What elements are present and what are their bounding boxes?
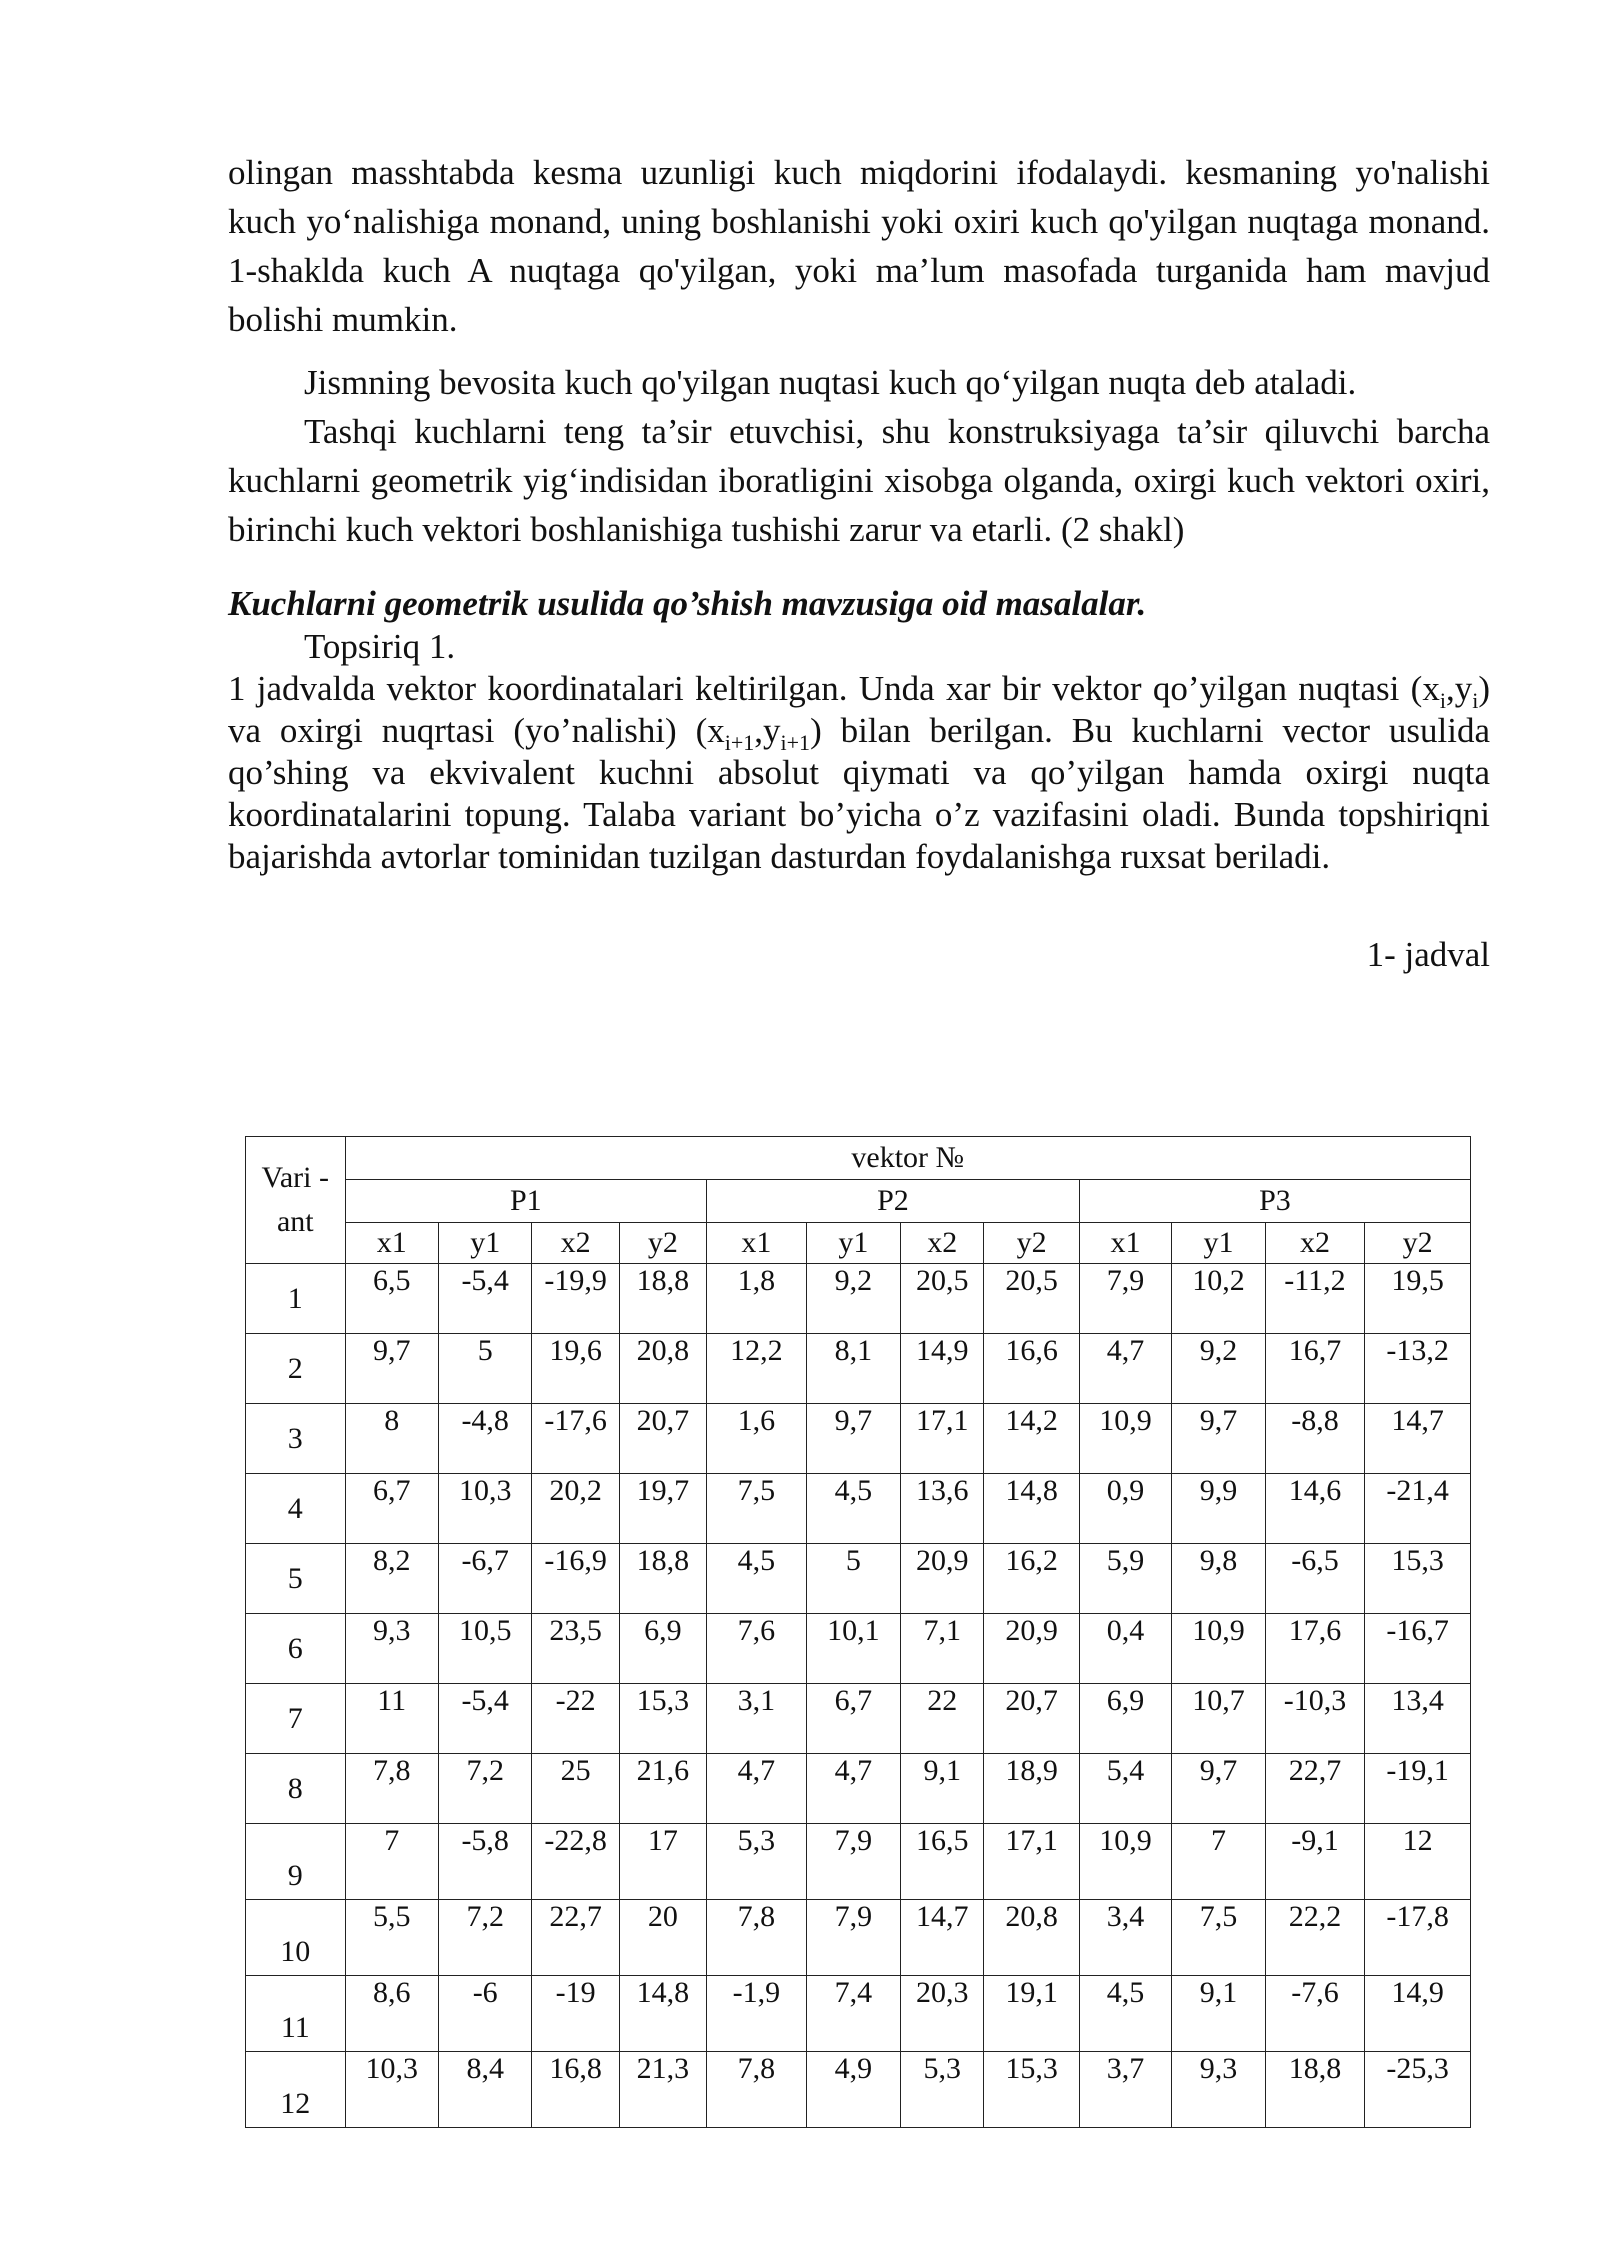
table-cell: -16,7 [1365, 1614, 1471, 1684]
column-header: y1 [806, 1223, 900, 1264]
table-row [246, 1684, 1471, 1754]
table-cell: 19,7 [619, 1474, 706, 1544]
variant-cell: 9 [246, 1824, 346, 1900]
table-cell: 7,8 [707, 2052, 807, 2128]
table-cell: 16,7 [1265, 1334, 1365, 1404]
table-cell: -21,4 [1365, 1474, 1471, 1544]
table-row [246, 1334, 1471, 1404]
table-cell: 15,3 [984, 2052, 1079, 2128]
table-cell: -7,6 [1265, 1976, 1365, 2052]
table-cell: 9,7 [1172, 1754, 1265, 1824]
table-cell: 20,5 [984, 1264, 1079, 1334]
table-cell: 7,2 [438, 1900, 531, 1976]
table-cell: 10,9 [1079, 1404, 1171, 1474]
table-cell: 15,3 [1365, 1544, 1471, 1614]
table-row [246, 1404, 1471, 1474]
column-header: x1 [345, 1223, 438, 1264]
table-cell: -19,9 [532, 1264, 619, 1334]
table-cell: 20,5 [901, 1264, 984, 1334]
table-cell: 20,9 [901, 1544, 984, 1614]
table-cell: 0,9 [1079, 1474, 1171, 1544]
table-cell: 7,9 [806, 1900, 900, 1976]
table-cell: 4,7 [707, 1754, 807, 1824]
table-cell: 16,2 [984, 1544, 1079, 1614]
table-cell: 19,6 [532, 1334, 619, 1404]
table-cell: 5,3 [901, 2052, 984, 2128]
table-cell: 17,1 [984, 1824, 1079, 1900]
column-header-row [246, 1223, 1471, 1264]
table-cell: -22 [532, 1684, 619, 1754]
task-title: Topsiriq 1. [304, 627, 456, 666]
table-cell: 8,6 [345, 1976, 438, 2052]
table-cell: 6,9 [619, 1614, 706, 1684]
table-cell: -13,2 [1365, 1334, 1471, 1404]
table-cell: 9,3 [345, 1614, 438, 1684]
table-cell: 10,9 [1172, 1614, 1265, 1684]
variant-cell: 3 [246, 1404, 346, 1474]
column-header: x2 [901, 1223, 984, 1264]
table-cell: -17,8 [1365, 1900, 1471, 1976]
table-cell: 4,5 [806, 1474, 900, 1544]
table-cell: 4,7 [1079, 1334, 1171, 1404]
table-cell: 6,7 [806, 1684, 900, 1754]
table-cell: 7,9 [806, 1824, 900, 1900]
table-cell: -1,9 [707, 1976, 807, 2052]
variant-cell: 2 [246, 1334, 346, 1404]
table-cell: 7,2 [438, 1754, 531, 1824]
table-cell: 7,8 [707, 1900, 807, 1976]
table-cell: 8,1 [806, 1334, 900, 1404]
table-cell: 1,8 [707, 1264, 807, 1334]
table-cell: 19,1 [984, 1976, 1079, 2052]
table-cell: 17,6 [1265, 1614, 1365, 1684]
table-cell: 9,3 [1172, 2052, 1265, 2128]
table-cell: 14,7 [1365, 1404, 1471, 1474]
column-header: x1 [1079, 1223, 1171, 1264]
table-cell: 9,1 [901, 1754, 984, 1824]
variant-cell: 4 [246, 1474, 346, 1544]
table-cell: 14,9 [901, 1334, 984, 1404]
table-cell: -6 [438, 1976, 531, 2052]
table-cell: 23,5 [532, 1614, 619, 1684]
table-cell: 20,8 [619, 1334, 706, 1404]
variant-cell: 11 [246, 1976, 346, 2052]
table-cell: 3,1 [707, 1684, 807, 1754]
vector-header: vektor № [345, 1137, 1470, 1180]
table-cell: 8 [345, 1404, 438, 1474]
table-cell: 16,5 [901, 1824, 984, 1900]
variant-cell: 10 [246, 1900, 346, 1976]
table-row [246, 1824, 1471, 1900]
table-cell: 22,2 [1265, 1900, 1365, 1976]
table-cell: -4,8 [438, 1404, 531, 1474]
table-cell: -6,5 [1265, 1544, 1365, 1614]
paragraph-point-definition: Jismning bevosita kuch qo'yilgan nuqtasi kuch qo‘yilgan nuqta deb ataladi. [304, 363, 1357, 402]
table-cell: 14,6 [1265, 1474, 1365, 1544]
table-cell: -10,3 [1265, 1684, 1365, 1754]
table-cell: 9,9 [1172, 1474, 1265, 1544]
table-cell: 8,4 [438, 2052, 531, 2128]
table-cell: 0,4 [1079, 1614, 1171, 1684]
table-cell: 10,1 [806, 1614, 900, 1684]
table-cell: 18,8 [619, 1544, 706, 1614]
column-header: y1 [438, 1223, 531, 1264]
column-header: y2 [1365, 1223, 1471, 1264]
table-cell: -5,4 [438, 1264, 531, 1334]
table-row [246, 1754, 1471, 1824]
vector-coordinates-table [245, 1136, 1471, 2128]
table-cell: 9,7 [345, 1334, 438, 1404]
table-cell: 11 [345, 1684, 438, 1754]
paragraph-resultant: Tashqi kuchlarni teng ta’sir etuvchisi, shu konstruksiyaga ta’sir qiluvchi barcha kuchlarni geometrik yig‘indisidan iboratligini xisobga olganda, oxirgi kuch vektori oxiri, birinchi kuch vektori boshlanishiga tushishi zarur va etarli. (2 shakl) [228, 412, 1490, 549]
table-cell: 17,1 [901, 1404, 984, 1474]
table-cell: -19 [532, 1976, 619, 2052]
table-cell: 18,9 [984, 1754, 1079, 1824]
column-header: x2 [1265, 1223, 1365, 1264]
table-cell: 6,9 [1079, 1684, 1171, 1754]
table-cell: 22,7 [1265, 1754, 1365, 1824]
column-header: x1 [707, 1223, 807, 1264]
table-cell: 16,8 [532, 2052, 619, 2128]
table-cell: 14,8 [984, 1474, 1079, 1544]
variant-cell: 5 [246, 1544, 346, 1614]
paragraph-task-description: 1 jadvalda vektor koordinatalari keltirilgan. Unda xar bir vektor qo’yilgan nuqtasi $(x_i,y_i)$ va oxirgi nuqrtasi (yo’nalishi) $(x_{i+1},y_{i+1})$ bilan berilgan. Bu kuchlarni vector usulida qo’shing va ekvivalent kuchni absolut qiymati va qo’yilgan hamda oxirgi nuqta koordinatalarini topung. Talaba variant bo’yicha o’z vazifasini oladi. Bunda topshiriqni bajarishda avtorlar tominidan tuzilgan dasturdan foydalanishga ruxsat beriladi. [228, 669, 1490, 876]
column-header: x2 [532, 1223, 619, 1264]
table-cell: 7,9 [1079, 1264, 1171, 1334]
table-row [246, 1264, 1471, 1334]
table-cell: 4,7 [806, 1754, 900, 1824]
variant-cell: 1 [246, 1264, 346, 1334]
table-cell: -22,8 [532, 1824, 619, 1900]
table-cell: 6,5 [345, 1264, 438, 1334]
table-cell: -5,4 [438, 1684, 531, 1754]
variant-cell: 7 [246, 1684, 346, 1754]
table-cell: 9,2 [1172, 1334, 1265, 1404]
column-header: y2 [619, 1223, 706, 1264]
table-cell: 7,1 [901, 1614, 984, 1684]
table-cell: 14,9 [1365, 1976, 1471, 2052]
table-cell: 10,9 [1079, 1824, 1171, 1900]
column-header: y1 [1172, 1223, 1265, 1264]
table-cell: 16,6 [984, 1334, 1079, 1404]
table-cell: 22 [901, 1684, 984, 1754]
document-body [228, 148, 1490, 979]
table-row [246, 1900, 1471, 1976]
section-heading: Kuchlarni geometrik usulida qo’shish mavzusiga oid masalalar. [228, 584, 1147, 623]
table-cell: 10,3 [345, 2052, 438, 2128]
table-cell: 6,7 [345, 1474, 438, 1544]
variant-cell: 6 [246, 1614, 346, 1684]
table-cell: 10,7 [1172, 1684, 1265, 1754]
paragraph-intro: olingan masshtabda kesma uzunligi kuch miqdorini ifodalaydi. kesmaning yo'nalishi kuch yo‘nalishiga monand, uning boshlanishi yoki oxiri kuch qo'yilgan nuqtaga monand. 1-shaklda kuch A nuqtaga qo'yilgan, yoki ma’lum masofada turganida ham mavjud bolishi mumkin. [228, 153, 1490, 339]
table-cell: 21,6 [619, 1754, 706, 1824]
table-cell: 1,6 [707, 1404, 807, 1474]
variant-cell: 12 [246, 2052, 346, 2128]
variant-cell: 8 [246, 1754, 346, 1824]
table-cell: -17,6 [532, 1404, 619, 1474]
table-row [246, 1614, 1471, 1684]
table-cell: 9,8 [1172, 1544, 1265, 1614]
group-header-p2: P2 [707, 1180, 1080, 1223]
table-cell: 10,2 [1172, 1264, 1265, 1334]
table-cell: 20,3 [901, 1976, 984, 2052]
variant-header: Vari -ant [246, 1137, 346, 1264]
table-cell: 3,7 [1079, 2052, 1171, 2128]
table-cell: 5,5 [345, 1900, 438, 1976]
table-row [246, 2052, 1471, 2128]
table-cell: 21,3 [619, 2052, 706, 2128]
table-cell: 15,3 [619, 1684, 706, 1754]
table-cell: -16,9 [532, 1544, 619, 1614]
table-cell: 12 [1365, 1824, 1471, 1900]
table-cell: 5,4 [1079, 1754, 1171, 1824]
table-cell: 3,4 [1079, 1900, 1171, 1976]
table-cell: 7,5 [707, 1474, 807, 1544]
table-cell: 9,7 [806, 1404, 900, 1474]
table-cell: 9,7 [1172, 1404, 1265, 1474]
table-cell: 7 [1172, 1824, 1265, 1900]
table-cell: 19,5 [1365, 1264, 1471, 1334]
table-cell: 9,2 [806, 1264, 900, 1334]
column-header: y2 [984, 1223, 1079, 1264]
table-cell: -5,8 [438, 1824, 531, 1900]
table-cell: 14,2 [984, 1404, 1079, 1474]
table-cell: 20,7 [619, 1404, 706, 1474]
table-cell: 4,5 [707, 1544, 807, 1614]
table-cell: 4,9 [806, 2052, 900, 2128]
table-row [246, 1544, 1471, 1614]
table-cell: 14,7 [901, 1900, 984, 1976]
table-row [246, 1976, 1471, 2052]
table-cell: 25 [532, 1754, 619, 1824]
table-cell: -19,1 [1365, 1754, 1471, 1824]
table-cell: 18,8 [619, 1264, 706, 1334]
table-cell: 20,7 [984, 1684, 1079, 1754]
table-cell: 7,8 [345, 1754, 438, 1824]
table-cell: -25,3 [1365, 2052, 1471, 2128]
table-cell: 20,2 [532, 1474, 619, 1544]
table-cell: 4,5 [1079, 1976, 1171, 2052]
table-cell: 20,9 [984, 1614, 1079, 1684]
table-cell: -11,2 [1265, 1264, 1365, 1334]
table-cell: 13,6 [901, 1474, 984, 1544]
group-header-p3: P3 [1079, 1180, 1470, 1223]
table-cell: 14,8 [619, 1976, 706, 2052]
table-cell: 17 [619, 1824, 706, 1900]
table-cell: 5 [438, 1334, 531, 1404]
table-cell: 7,4 [806, 1976, 900, 2052]
table-cell: -9,1 [1265, 1824, 1365, 1900]
table-cell: -8,8 [1265, 1404, 1365, 1474]
group-header-p1: P1 [345, 1180, 707, 1223]
table-cell: 9,1 [1172, 1976, 1265, 2052]
table-cell: 22,7 [532, 1900, 619, 1976]
table-cell: 13,4 [1365, 1684, 1471, 1754]
table-cell: 5,9 [1079, 1544, 1171, 1614]
table-cell: -6,7 [438, 1544, 531, 1614]
table-cell: 7 [345, 1824, 438, 1900]
table-cell: 10,5 [438, 1614, 531, 1684]
table-cell: 7,6 [707, 1614, 807, 1684]
table-cell: 12,2 [707, 1334, 807, 1404]
table-cell: 10,3 [438, 1474, 531, 1544]
table-cell: 5,3 [707, 1824, 807, 1900]
table-cell: 8,2 [345, 1544, 438, 1614]
table-cell: 20,8 [984, 1900, 1079, 1976]
table-cell: 20 [619, 1900, 706, 1976]
table-cell: 5 [806, 1544, 900, 1614]
table-row [246, 1474, 1471, 1544]
table-cell: 18,8 [1265, 2052, 1365, 2128]
table-cell: 7,5 [1172, 1900, 1265, 1976]
table-caption: 1- jadval [1366, 935, 1490, 974]
